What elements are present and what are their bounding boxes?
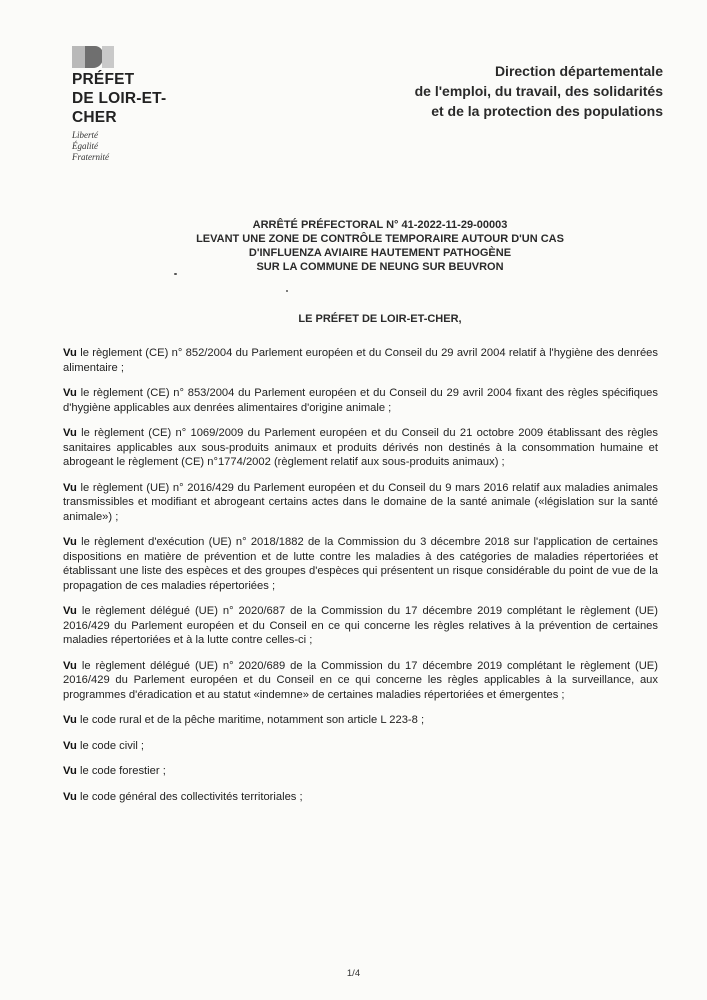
vu-paragraph — [63, 346, 658, 375]
vu-keyword: Vu — [63, 536, 77, 548]
decree-title — [120, 218, 640, 274]
vu-paragraph — [63, 739, 658, 754]
marianne-emblem-icon — [72, 46, 116, 70]
paragraph-text: le règlement (CE) n° 853/2004 du Parlement européen et du Conseil du 29 avril 2004 fixant des règles spécifiques d'hygiène applicables aux denrées alimentaires d'origine animale ; — [63, 387, 658, 414]
paragraph-text: le règlement délégué (UE) n° 2020/687 de la Commission du 17 décembre 2019 complétant le règlement (UE) 2016/429 du Parlement européen et du Conseil en ce qui concerne les règles relatives à la prévention de certaines maladies répertoriées et à la lutte contre celles-ci ; — [63, 605, 658, 646]
vu-paragraph — [63, 713, 658, 728]
logo-department: DE LOIR-ET-CHER — [72, 90, 167, 126]
paragraph-text: le règlement d'exécution (UE) n° 2018/1882 de la Commission du 3 décembre 2018 sur l'application de certaines dispositions en matière de prévention et de lutte contre les maladies à des catégories de maladies répertoriées et établissant une liste des espèces et des groupes d'espèces qui présentent un risque considérable du point de vue de la propagation de ces maladies répertoriées ; — [63, 536, 658, 592]
vu-keyword: Vu — [63, 347, 77, 359]
paragraph-text: le code forestier ; — [76, 765, 166, 777]
vu-keyword: Vu — [63, 790, 77, 803]
vu-paragraph — [63, 659, 658, 703]
paragraph-text: le code civil ; — [76, 739, 145, 752]
vu-paragraph — [63, 764, 658, 779]
logo-prefet: PRÉFET — [72, 71, 135, 88]
motto-egalite: Égalité — [72, 141, 98, 151]
vu-keyword: Vu — [63, 605, 77, 617]
motto-fraternite: Fraternité — [72, 152, 109, 162]
vu-paragraph — [63, 426, 658, 470]
directorate-line: de l'emploi, du travail, des solidarités — [414, 83, 663, 99]
vu-paragraph — [63, 790, 658, 805]
paragraph-text: le règlement (UE) n° 2016/429 du Parlement européen et du Conseil du 9 mars 2016 relatif aux maladies animales transmissibles et modifiant et abrogeant certains actes dans le domaine de la santé animale («législation sur la santé animale») ; — [63, 481, 658, 523]
paragraph-text: le règlement délégué (UE) n° 2020/689 de la Commission du 17 décembre 2019 complétant le règlement (UE) 2016/429 du Parlement européen et du Conseil en ce qui concerne les règles applicables à la surveillance, aux programmes d'éradication et au statut «indemne» de certaines maladies répertoriées et émergentes ; — [63, 659, 658, 701]
vu-paragraph — [63, 535, 658, 593]
scan-speck — [174, 273, 177, 275]
motto-liberte: Liberté — [72, 130, 98, 140]
vu-keyword: Vu — [63, 739, 77, 752]
vu-paragraph — [63, 481, 658, 525]
paragraph-text: le règlement (CE) n° 1069/2009 du Parlement européen et du Conseil du 21 octobre 2009 établissant des règles sanitaires applicables aux sous-produits animaux et produits dérivés non destinés à la consommation humaine et abrogeant le règlement (CE) n°1774/2002 (règlement relatif aux sous-produits animaux) ; — [63, 427, 658, 468]
vu-keyword: Vu — [63, 714, 77, 726]
prefet-heading: LE PRÉFET DE LOIR-ET-CHER, — [298, 313, 462, 325]
directorate-line: et de la protection des populations — [431, 103, 663, 119]
vu-paragraph — [63, 604, 658, 648]
prefecture-logo — [72, 46, 202, 163]
paragraph-text: le code rural et de la pêche maritime, notamment son article L 223-8 ; — [76, 714, 425, 726]
vu-keyword: Vu — [63, 765, 77, 777]
vu-keyword: Vu — [63, 659, 77, 672]
vu-keyword: Vu — [63, 481, 77, 494]
issuing-directorate — [415, 61, 663, 121]
page-number: 1/4 — [346, 968, 361, 979]
vu-keyword: Vu — [63, 427, 77, 439]
paragraph-text: le règlement (CE) n° 852/2004 du Parlement européen et du Conseil du 29 avril 2004 relatif à l'hygiène des denrées alimentaire ; — [63, 347, 658, 374]
vu-keyword: Vu — [63, 387, 77, 399]
decree-title-line: SUR LA COMMUNE DE NEUNG SUR BEUVRON — [256, 261, 504, 273]
directorate-line: Direction départementale — [494, 63, 663, 79]
decree-title-line: D'INFLUENZA AVIAIRE HAUTEMENT PATHOGÈNE — [248, 247, 512, 259]
document-body — [63, 346, 658, 815]
republic-motto — [72, 130, 202, 163]
scan-speck — [286, 290, 288, 292]
vu-paragraph — [63, 386, 658, 415]
decree-number: ARRÊTÉ PRÉFECTORAL N° 41-2022-11-29-00003 — [252, 219, 508, 231]
decree-title-line: LEVANT UNE ZONE DE CONTRÔLE TEMPORAIRE AUTOUR D'UN CAS — [196, 233, 564, 245]
paragraph-text: le code général des collectivités territoriales ; — [76, 790, 303, 803]
